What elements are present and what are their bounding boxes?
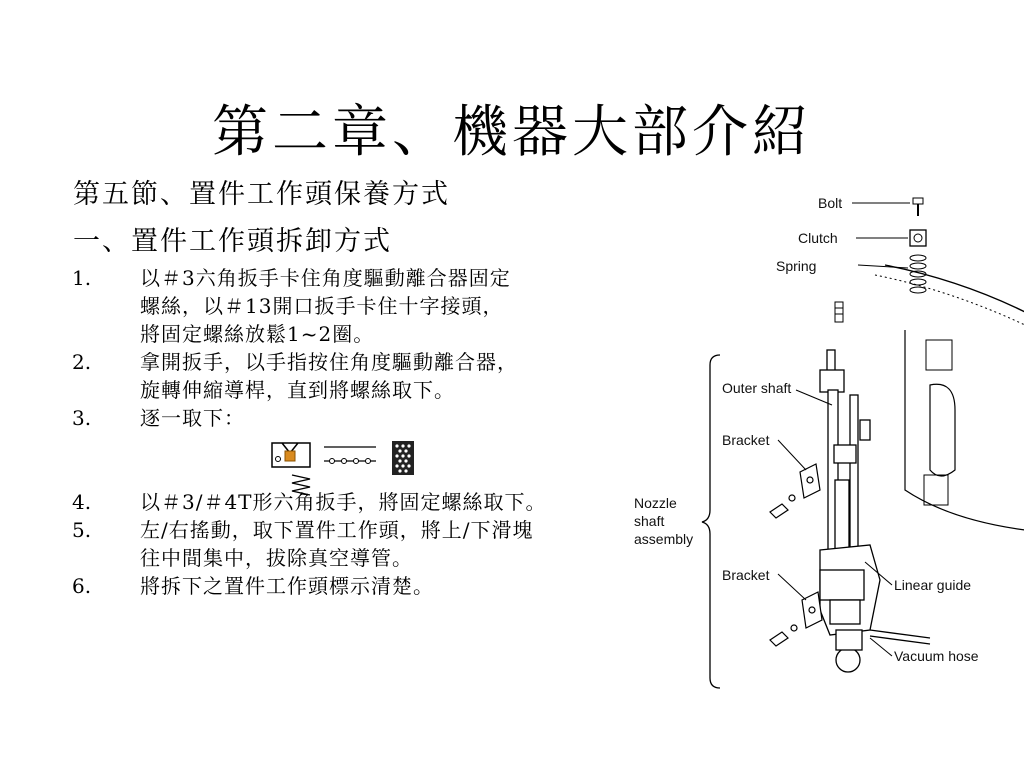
label-outer-shaft: Outer shaft xyxy=(722,380,792,396)
diagram-svg xyxy=(630,190,1020,690)
label-clutch: Clutch xyxy=(798,230,838,246)
label-spring: Spring xyxy=(776,258,817,274)
top-bracket-part xyxy=(800,464,820,498)
step-number: 5. xyxy=(72,518,92,542)
screw-parts xyxy=(770,495,797,646)
step-line: 拿開扳手，以手指按住角度驅動離合器， xyxy=(140,350,518,374)
bracket-part-icon xyxy=(272,443,310,467)
step-number: 1. xyxy=(72,266,92,290)
step-line: 往中間集中，拔除真空導管。 xyxy=(140,546,413,570)
nozzle-shaft-assembly xyxy=(820,350,930,672)
step-text xyxy=(140,572,652,600)
step-number: 3. xyxy=(72,406,92,430)
bolt-part xyxy=(913,198,923,216)
housing-gear-teeth xyxy=(875,275,1024,325)
mesh-part-icon xyxy=(392,441,414,475)
step-line: 螺絲，以＃13開口扳手卡住十字接頭， xyxy=(140,294,504,318)
label-vacuum-hose: Vacuum hose xyxy=(894,648,979,664)
step-line: 左/右搖動，取下置件工作頭，將上/下滑塊 xyxy=(140,518,534,542)
parts-illustration xyxy=(270,437,430,499)
step-2 xyxy=(72,348,652,404)
label-bolt: Bolt xyxy=(818,195,843,211)
label-nozzle-line2: shaft xyxy=(634,513,665,529)
step-line: 以＃3六角扳手卡住角度驅動離合器固定 xyxy=(140,266,511,290)
slide-title: 第二章、機器大部介紹 xyxy=(212,100,812,165)
bottom-bracket-part xyxy=(802,592,822,628)
step-5 xyxy=(72,516,652,572)
step-line: 旋轉伸縮導桿，直到將螺絲取下。 xyxy=(140,378,455,402)
housing-bracket-upper xyxy=(926,340,952,370)
step-text xyxy=(140,516,652,572)
step-1 xyxy=(72,264,652,348)
assembly-brace xyxy=(702,355,720,688)
small-pin-part xyxy=(835,302,843,322)
housing-body xyxy=(905,330,1024,530)
step-number: 4. xyxy=(72,490,92,514)
label-bracket-bottom: Bracket xyxy=(722,567,770,583)
step-line: 將拆下之置件工作頭標示清楚。 xyxy=(140,574,434,598)
clutch-part xyxy=(910,230,926,246)
step-number: 2. xyxy=(72,350,92,374)
subheading: 一、置件工作頭拆卸方式 xyxy=(73,226,392,257)
step-line: 以＃3/＃4T形六角扳手，將固定螺絲取下。 xyxy=(140,490,547,514)
label-nozzle-line3: assembly xyxy=(634,531,694,547)
shaft-part-icon xyxy=(324,447,376,464)
nozzle-shaft-diagram xyxy=(630,190,1020,690)
step-text xyxy=(140,264,652,348)
spring-part-icon xyxy=(292,475,310,495)
step-list xyxy=(72,264,652,600)
label-bracket-top: Bracket xyxy=(722,432,770,448)
step-6 xyxy=(72,572,652,600)
section-heading: 第五節、置件工作頭保養方式 xyxy=(73,179,450,210)
step-line: 將固定螺絲放鬆1~2圈。 xyxy=(140,322,375,346)
housing-arc-top xyxy=(885,265,1024,312)
label-linear-guide: Linear guide xyxy=(894,577,972,593)
step-text xyxy=(140,348,652,404)
label-nozzle-line1: Nozzle xyxy=(634,495,677,511)
housing-slot xyxy=(930,384,955,476)
step-line: 逐一取下： xyxy=(140,406,245,430)
housing-bracket-lower xyxy=(924,475,948,505)
removed-parts-icons xyxy=(270,437,430,499)
step-number: 6. xyxy=(72,574,92,598)
